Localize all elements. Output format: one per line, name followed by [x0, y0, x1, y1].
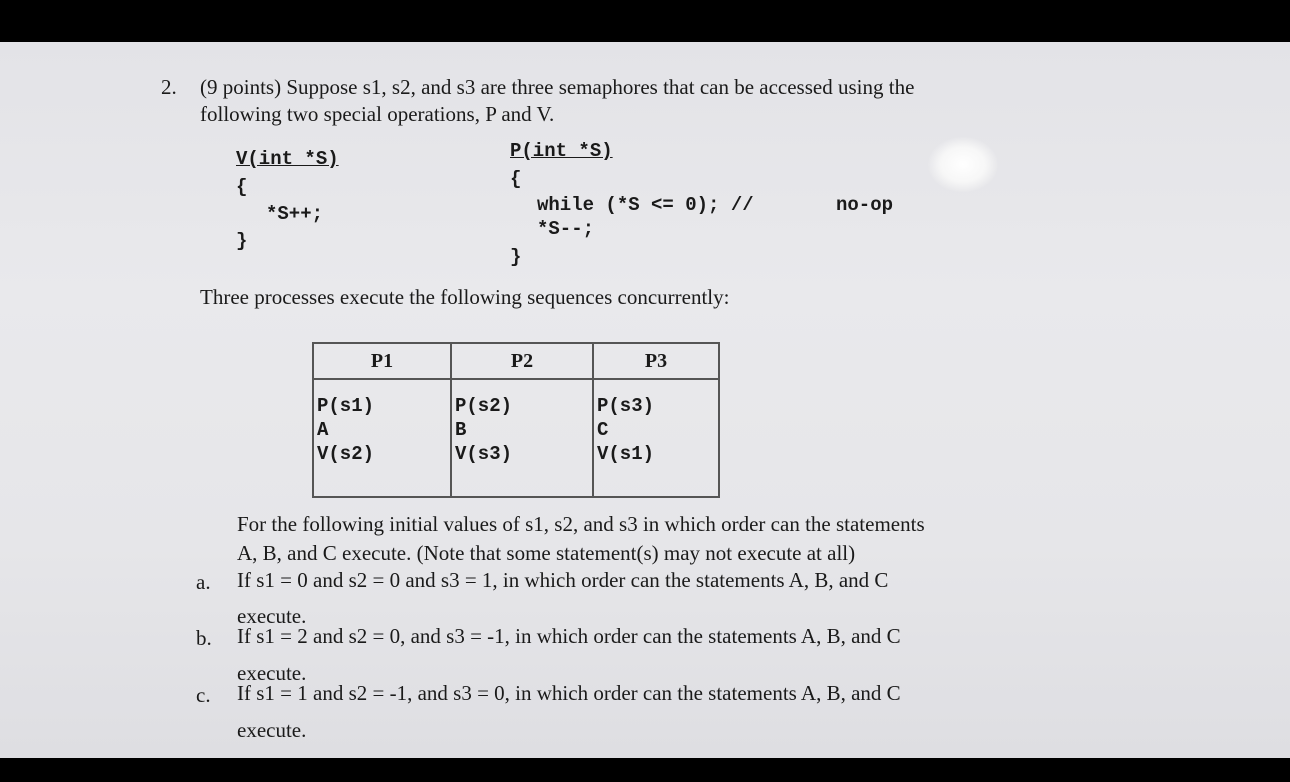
p-signature: P(int *S)	[510, 140, 613, 162]
p-close-brace: }	[510, 246, 522, 268]
table-row	[313, 379, 719, 497]
v-body: *S++;	[266, 203, 324, 225]
header-p2: P2	[451, 343, 593, 379]
question-line-2: following two special operations, P and V.	[200, 102, 555, 126]
process-table	[312, 342, 720, 498]
p-body-while: while (*S <= 0); //	[537, 194, 754, 216]
header-p1: P1	[313, 343, 451, 379]
part-c-continuation: execute.	[237, 718, 307, 742]
table-header-row	[313, 343, 719, 379]
p1-step-3: V(s2)	[317, 443, 375, 465]
cell-p1	[313, 379, 451, 497]
p3-step-3: V(s1)	[597, 443, 655, 465]
cell-p2	[451, 379, 593, 497]
p2-step-3: V(s3)	[455, 443, 513, 465]
question-line-1: (9 points) Suppose s1, s2, and s3 are three semaphores that can be accessed using the	[200, 75, 915, 99]
light-glare	[928, 137, 998, 192]
v-open-brace: {	[236, 176, 248, 198]
part-b-label: b.	[196, 626, 212, 650]
prompt-line-2: A, B, and C execute. (Note that some statement(s) may not execute at all)	[237, 541, 856, 565]
intro-text: Three processes execute the following sequences concurrently:	[200, 285, 730, 309]
header-p3: P3	[593, 343, 719, 379]
p3-step-1: P(s3)	[597, 395, 655, 417]
prompt-line-1: For the following initial values of s1, s2, and s3 in which order can the statements	[237, 512, 925, 536]
part-a-label: a.	[196, 570, 211, 594]
p1-step-2: A	[317, 419, 329, 441]
p2-step-1: P(s2)	[455, 395, 513, 417]
p3-step-2: C	[597, 419, 609, 441]
cell-p3	[593, 379, 719, 497]
p2-step-2: B	[455, 419, 467, 441]
part-b-continuation: execute.	[237, 661, 307, 685]
p-comment: no-op	[836, 194, 894, 216]
part-c-label: c.	[196, 683, 211, 707]
part-a-continuation: execute.	[237, 604, 307, 628]
document-page	[0, 42, 1290, 758]
part-c-text: If s1 = 1 and s2 = -1, and s3 = 0, in which order can the statements A, B, and C	[237, 681, 901, 705]
question-number: 2.	[161, 75, 177, 99]
part-a-text: If s1 = 0 and s2 = 0 and s3 = 1, in which order can the statements A, B, and C	[237, 568, 889, 592]
p1-step-1: P(s1)	[317, 395, 375, 417]
p-open-brace: {	[510, 168, 522, 190]
p-body-decrement: *S--;	[537, 218, 595, 240]
v-close-brace: }	[236, 230, 248, 252]
v-signature: V(int *S)	[236, 148, 339, 170]
part-b-text: If s1 = 2 and s2 = 0, and s3 = -1, in which order can the statements A, B, and C	[237, 624, 901, 648]
